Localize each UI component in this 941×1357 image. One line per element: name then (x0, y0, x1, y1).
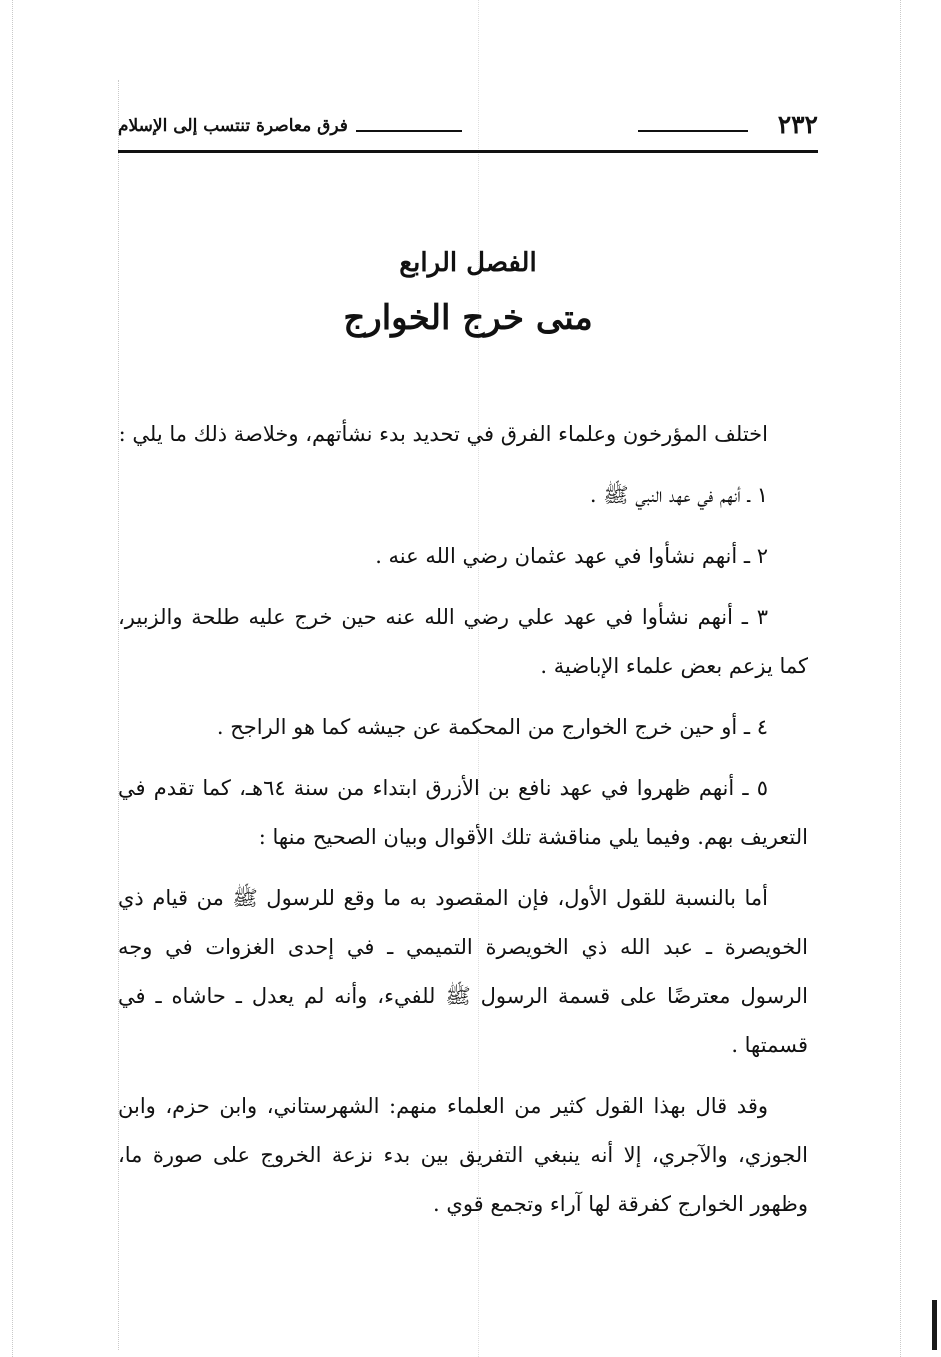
header-dash (356, 130, 462, 132)
paragraph-first-opinion: أما بالنسبة للقول الأول، فإن المقصود به ما وقع للرسول ﷺ من قيام ذي الخويصرة ـ عبد الله ذي الخويصرة التميمي ـ في إحدى الغزوات في وجه الرسول معترضًا على قسمة الرسول ﷺ للفيء، وأنه لم يعدل ـ حاشاه ـ في قسمتها . (118, 886, 808, 1057)
header-dash (638, 130, 748, 132)
chapter-title: متى خرج الخوارج (343, 298, 593, 338)
scan-edge-mark (932, 1300, 937, 1350)
list-item-2: ٢ ـ أنهم نشأوا في عهد عثمان رضي الله عنه . (375, 544, 768, 568)
scan-guide-line (12, 0, 13, 1357)
running-title: فرق معاصرة تنتسب إلى الإسلام (118, 116, 348, 136)
list-item-5: ٥ ـ أنهم ظهروا في عهد نافع بن الأزرق ابتداء من سنة ٦٤هـ، كما تقدم في التعريف بهم. وفيما يلي مناقشة تلك الأقوال وبيان الصحيح منها : (118, 776, 808, 849)
running-header (118, 110, 818, 146)
paragraph-scholars: وقد قال بهذا القول كثير من العلماء منهم: الشهرستاني، وابن حزم، وابن الجوزي، والآجري، إلا أنه ينبغي التفريق بين بدء نزعة الخروج على صورة ما، وظهور الخوارج كفرقة لها آراء وتجمع قوي . (118, 1094, 808, 1216)
header-rule (118, 150, 818, 153)
chapter-label: الفصل الرابع (399, 248, 537, 278)
scan-guide-line (900, 0, 901, 1357)
list-item-1: ١ ـ أنهم في عهد النبي ﷺ . (589, 483, 768, 507)
paragraph-intro: اختلف المؤرخون وعلماء الفرق في تحديد بدء نشأتهم، وخلاصة ذلك ما يلي : (118, 422, 768, 446)
list-item-4: ٤ ـ أو حين خرج الخوارج من المحكمة عن جيشه كما هو الراجح . (216, 715, 768, 739)
list-item-3: ٣ ـ أنهم نشأوا في عهد علي رضي الله عنه حين خرج عليه طلحة والزبير، كما يزعم بعض علماء الإباضية . (118, 605, 808, 678)
page-number: ٢٣٢ (777, 110, 818, 139)
body-text (118, 410, 808, 1241)
